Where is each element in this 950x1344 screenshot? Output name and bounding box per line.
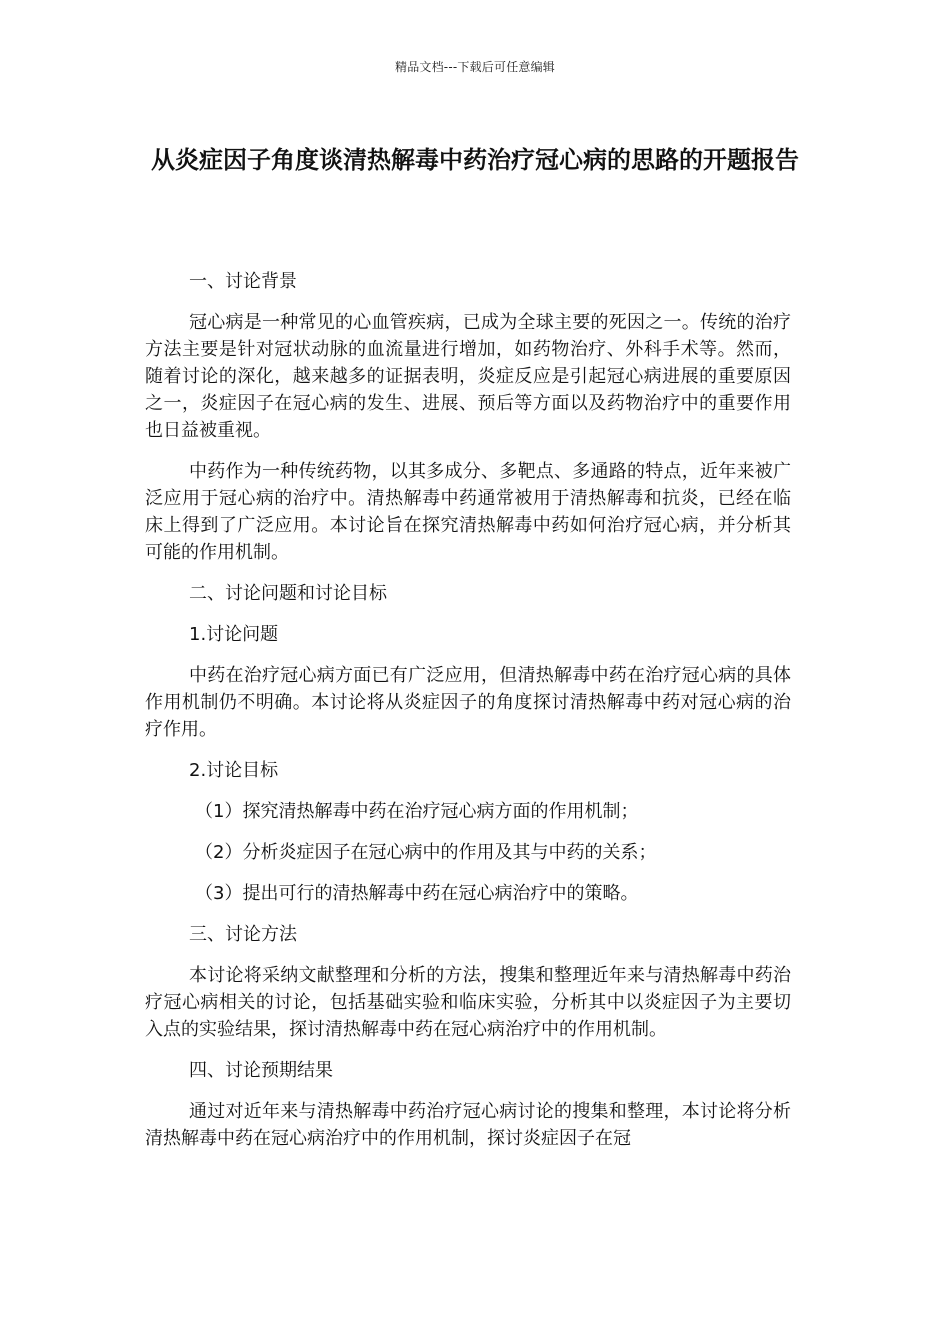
goal-item: （3）提出可行的清热解毒中药在冠心病治疗中的策略。 — [195, 883, 639, 904]
section-heading-questions-goals: 二、讨论问题和讨论目标 — [189, 583, 387, 604]
subheading-goals: 2.讨论目标 — [189, 760, 279, 781]
document-title: 从炎症因子角度谈清热解毒中药治疗冠心病的思路的开题报告 — [151, 146, 799, 174]
goal-item: （1）探究清热解毒中药在治疗冠心病方面的作用机制； — [195, 801, 639, 822]
paragraph-background-2: 中药作为一种传统药物，以其多成分、多靶点、多通路的特点，近年来被广泛应用于冠心病的治疗中。清热解毒中药通常被用于清热解毒和抗炎，已经在临床上得到了广泛应用。本讨论旨在探究清热解毒中药如何治疗冠心病，并分析其可能的作用机制。 — [145, 461, 791, 563]
paragraph-expected-results: 通过对近年来与清热解毒中药治疗冠心病讨论的搜集和整理，本讨论将分析清热解毒中药在冠心病治疗中的作用机制，探讨炎症因子在冠 — [145, 1101, 791, 1149]
document-body — [145, 268, 791, 1166]
section-heading-background: 一、讨论背景 — [189, 271, 297, 292]
goal-item: （2）分析炎症因子在冠心病中的作用及其与中药的关系； — [195, 842, 657, 863]
header-note: 精品文档---下载后可任意编辑 — [395, 60, 555, 74]
paragraph-methods: 本讨论将采纳文献整理和分析的方法，搜集和整理近年来与清热解毒中药治疗冠心病相关的讨论，包括基础实验和临床实验，分析其中以炎症因子为主要切入点的实验结果，探讨清热解毒中药在冠心病治疗中的作用机制。 — [145, 965, 791, 1040]
subheading-questions: 1.讨论问题 — [189, 624, 279, 645]
section-heading-expected-results: 四、讨论预期结果 — [189, 1060, 333, 1081]
paragraph-background-1: 冠心病是一种常见的心血管疾病，已成为全球主要的死因之一。传统的治疗方法主要是针对冠状动脉的血流量进行增加，如药物治疗、外科手术等。然而，随着讨论的深化，越来越多的证据表明，炎症反应是引起冠心病进展的重要原因之一，炎症因子在冠心病的发生、进展、预后等方面以及药物治疗中的重要作用也日益被重视。 — [145, 312, 791, 441]
paragraph-questions: 中药在治疗冠心病方面已有广泛应用，但清热解毒中药在治疗冠心病的具体作用机制仍不明确。本讨论将从炎症因子的角度探讨清热解毒中药对冠心病的治疗作用。 — [145, 665, 791, 740]
section-heading-methods: 三、讨论方法 — [189, 924, 297, 945]
